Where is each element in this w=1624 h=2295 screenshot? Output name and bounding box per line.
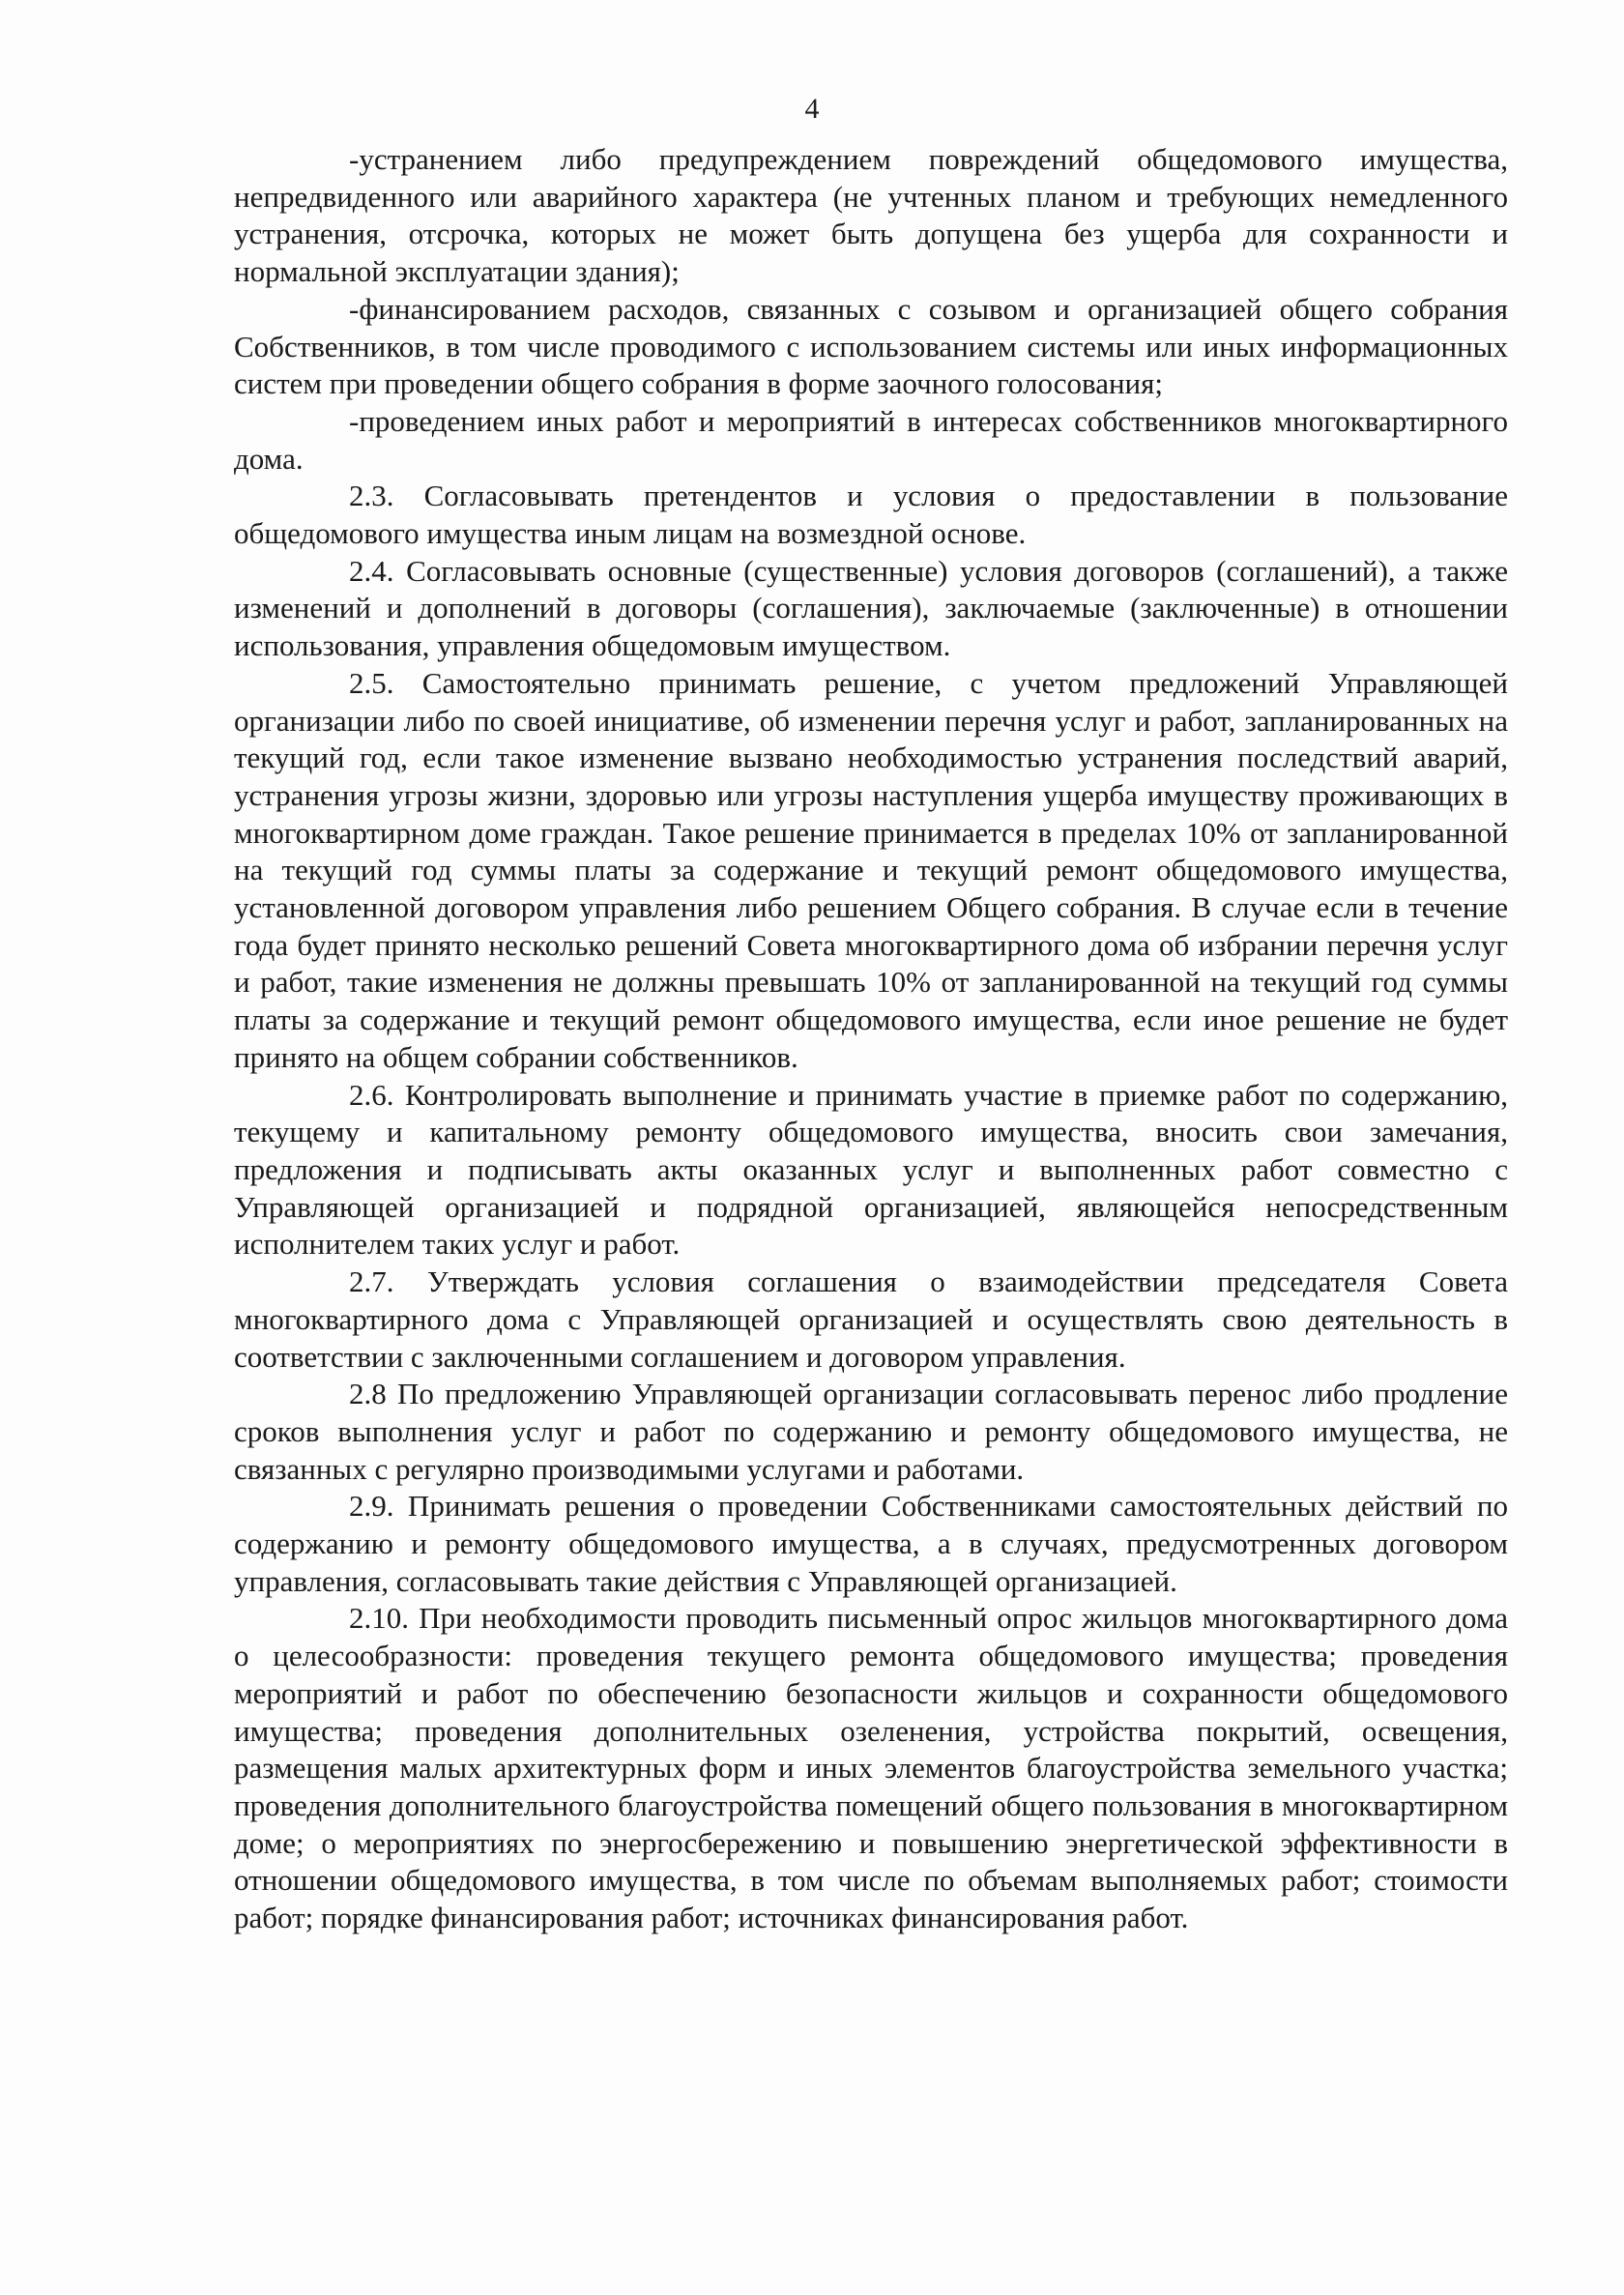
paragraph-meeting-financing: -финансированием расходов, связанных с созывом и организацией общего собрания Собственников, в том числе проводимого с использованием системы или иных информационных систем при проведении общего собрания в форме заочного голосования;	[234, 291, 1508, 401]
document-body	[234, 141, 1508, 1937]
paragraph-clause-2-10: 2.10. При необходимости проводить письменный опрос жильцов многоквартирного дома о целесообразности: проведения текущего ремонта общедомового имущества; проведения мероприятий и работ по обеспечению безопасности жильцов и сохранности общедомового имущества; проведения дополнительных озеленения, устройства покрытий, освещения, размещения малых архитектурных форм и иных элементов благоустройства земельного участка; проведения дополнительного благоустройства помещений общего пользования в многоквартирном доме; о мероприятиях по энергосбережению и повышению энергетической эффективности в отношении общедомового имущества, в том числе по объемам выполняемых работ; стоимости работ; порядке финансирования работ; источниках финансирования работ.	[234, 1601, 1508, 1935]
paragraph-clause-2-3: 2.3. Согласовывать претендентов и условия о предоставлении в пользование общедомового имущества иным лицам на возмездной основе.	[234, 479, 1508, 551]
paragraph-other-works: -проведением иных работ и мероприятий в интересах собственников многоквартирного дома.	[234, 403, 1508, 476]
paragraph-clause-2-6: 2.6. Контролировать выполнение и принимать участие в приемке работ по содержанию, текущему и капитальному ремонту общедомового имущества, вносить свои замечания, предложения и подписывать акты оказанных услуг и выполненных работ совместно с Управляющей организацией и подрядной организацией, являющейся непосредственным исполнителем таких услуг и работ.	[234, 1077, 1508, 1262]
paragraph-clause-2-4: 2.4. Согласовывать основные (существенные) условия договоров (соглашений), а также изменений и дополнений в договоры (соглашения), заключаемые (заключенные) в отношении использования, управления общедомовым имуществом.	[234, 553, 1508, 663]
paragraph-clause-2-9: 2.9. Принимать решения о проведении Собственниками самостоятельных действий по содержанию и ремонту общедомового имущества, а в случаях, предусмотренных договором управления, согласовывать такие действия с Управляющей организацией.	[234, 1489, 1508, 1598]
paragraph-clause-2-5: 2.5. Самостоятельно принимать решение, с учетом предложений Управляющей организации либо по своей инициативе, об изменении перечня услуг и работ, запланированных на текущий год, если такое изменение вызвано необходимостью устранения последствий аварий, устранения угрозы жизни, здоровью или угрозы наступления ущерба имуществу проживающих в многоквартирном доме граждан. Такое решение принимается в пределах 10% от запланированной на текущий год суммы платы за содержание и текущий ремонт общедомового имущества, установленной договором управления либо решением Общего собрания. В случае если в течение года будет принято несколько решений Совета многоквартирного дома об избрании перечня услуг и работ, такие изменения не должны превышать 10% от запланированной на текущий год суммы платы за содержание и текущий ремонт общедомового имущества, если иное решение не будет принято на общем собрании собственников.	[234, 665, 1508, 1074]
paragraph-clause-2-7: 2.7. Утверждать условия соглашения о взаимодействии председателя Совета многоквартирного дома с Управляющей организацией и осуществлять свою деятельность в соответствии с заключенными соглашением и договором управления.	[234, 1264, 1508, 1374]
paragraph-clause-2-8: 2.8 По предложению Управляющей организации согласовывать перенос либо продление сроков выполнения услуг и работ по содержанию и ремонту общедомового имущества, не связанных с регулярно производимыми услугами и работами.	[234, 1377, 1508, 1486]
paragraph-damage-repair: -устранением либо предупреждением повреждений общедомового имущества, непредвиденного или аварийного характера (не учтенных планом и требующих немедленного устранения, отсрочка, которых не может быть допущена без ущерба для сохранности и нормальной эксплуатации здания);	[234, 142, 1508, 289]
page-number: 4	[804, 93, 820, 125]
